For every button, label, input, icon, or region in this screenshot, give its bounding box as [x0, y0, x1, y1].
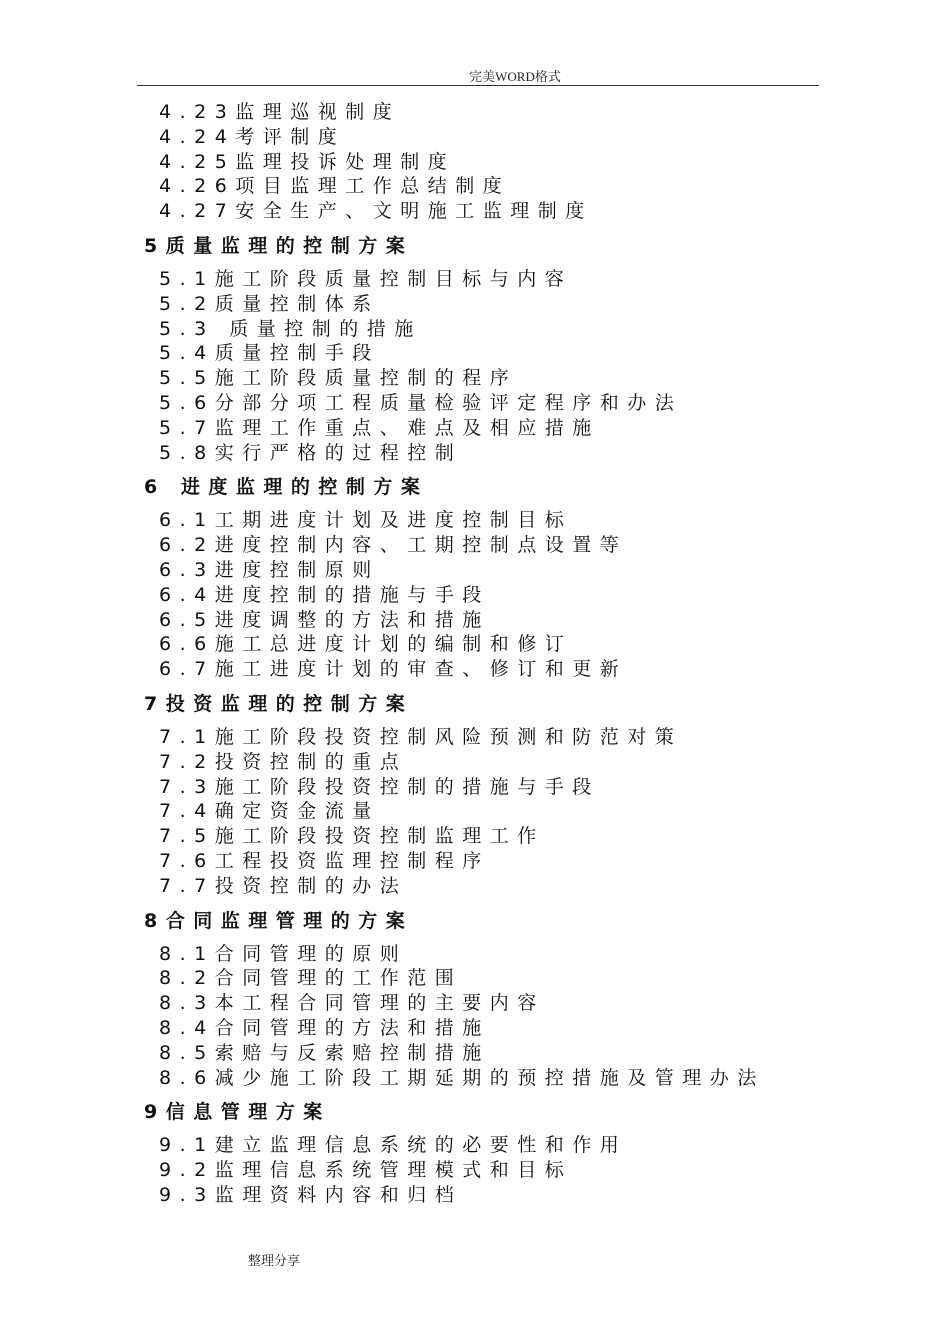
toc-item: 6.6施工总进度计划的编制和修订 [159, 633, 573, 656]
toc-item: 8.2合同管理的工作范围 [159, 967, 463, 990]
toc-item: 7.7投资控制的办法 [159, 874, 408, 897]
toc-item: 7.1施工阶段投资控制风险预测和防范对策 [159, 725, 683, 748]
section-heading: 7投资监理的控制方案 [144, 692, 414, 715]
toc-item: 6.3进度控制原则 [159, 558, 380, 581]
toc-item: 8.5索赔与反索赔控制措施 [159, 1041, 490, 1064]
toc-item: 4.24考评制度 [159, 125, 346, 148]
toc-item: 6.7施工进度计划的审查、修订和更新 [159, 658, 628, 681]
section-heading: 5质量监理的控制方案 [144, 234, 414, 257]
toc-item: 9.3监理资料内容和归档 [159, 1183, 463, 1206]
toc-item: 6.5进度调整的方法和措施 [159, 608, 490, 631]
toc-item: 8.6减少施工阶段工期延期的预控措施及管理办法 [159, 1066, 765, 1089]
page-header: 完美WORD格式 [469, 69, 561, 84]
toc-item: 8.4合同管理的方法和措施 [159, 1016, 490, 1039]
toc-item: 7.6工程投资监理控制程序 [159, 849, 490, 872]
toc-section [140, 1100, 800, 1207]
toc-item: 7.2投资控制的重点 [159, 750, 408, 773]
table-of-contents [140, 100, 800, 1208]
toc-section [140, 692, 800, 899]
toc-item: 9.2监理信息系统管理模式和目标 [159, 1159, 573, 1182]
toc-section [140, 909, 800, 1091]
toc-item: 4.25监理投诉处理制度 [159, 150, 456, 173]
toc-item: 5.2质量控制体系 [159, 292, 380, 315]
toc-item: 5.4质量控制手段 [159, 342, 380, 365]
section-heading: 9信息管理方案 [144, 1101, 331, 1124]
toc-item: 4.23监理巡视制度 [159, 101, 401, 123]
toc-item: 7.3施工阶段投资控制的措施与手段 [159, 775, 600, 798]
section-heading: 6 进度监理的控制方案 [144, 476, 429, 499]
toc-item: 5.7监理工作重点、难点及相应措施 [159, 416, 600, 439]
toc-section [140, 100, 800, 224]
toc-item: 6.2进度控制内容、工期控制点设置等 [159, 534, 628, 557]
toc-item: 5.5施工阶段质量控制的程序 [159, 367, 518, 390]
toc-item: 5.1施工阶段质量控制目标与内容 [159, 267, 573, 290]
toc-item: 5.6分部分项工程质量检验评定程序和办法 [159, 391, 683, 414]
toc-item: 7.4确定资金流量 [159, 800, 380, 823]
toc-item: 8.1合同管理的原则 [159, 942, 408, 965]
toc-item: 5.8实行严格的过程控制 [159, 441, 463, 464]
toc-item: 8.3本工程合同管理的主要内容 [159, 992, 545, 1015]
toc-item: 6.1工期进度计划及进度控制目标 [159, 509, 573, 532]
toc-item: 4.27安全生产、文明施工监理制度 [159, 200, 593, 223]
toc-section [140, 234, 800, 465]
header-rule [137, 85, 819, 86]
toc-item: 7.5施工阶段投资控制监理工作 [159, 825, 545, 848]
toc-section [140, 475, 800, 682]
section-heading: 8合同监理管理的方案 [144, 909, 414, 932]
page-footer: 整理分享 [248, 1253, 301, 1268]
toc-item: 6.4进度控制的措施与手段 [159, 583, 490, 606]
toc-item: 4.26项目监理工作总结制度 [159, 175, 511, 198]
toc-item: 5.3 质量控制的措施 [159, 317, 422, 340]
toc-item: 9.1建立监理信息系统的必要性和作用 [159, 1134, 628, 1157]
